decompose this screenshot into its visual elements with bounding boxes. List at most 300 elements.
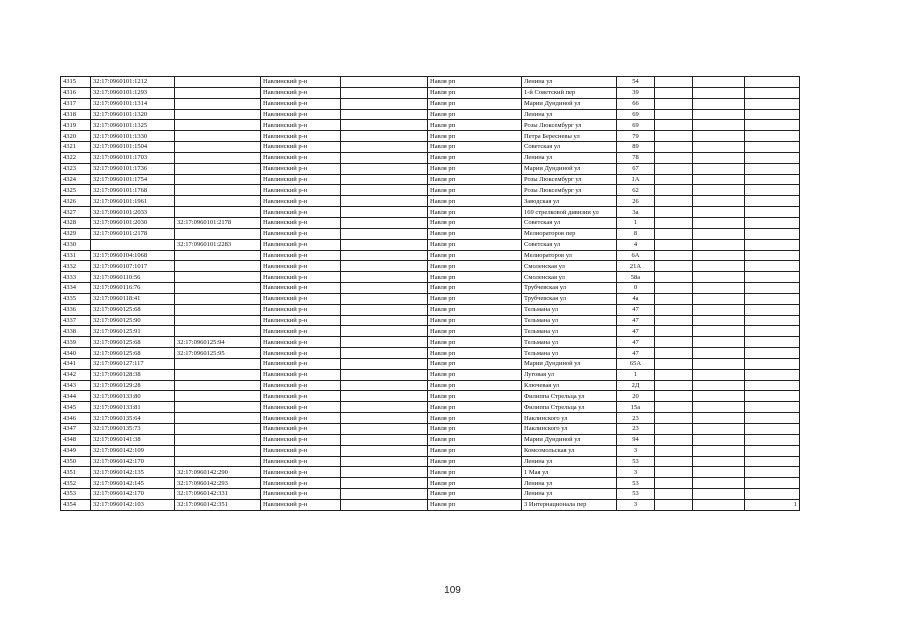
settlement-cell: Навля рп [428,272,522,283]
settlement-cell: Навля рп [428,228,522,239]
district-cell: Навлинский р-н [261,348,341,359]
district-cell: Навлинский р-н [261,413,341,424]
table-row [61,77,800,88]
table-row [61,315,800,326]
blank-cell [693,489,745,500]
row-number-cell: 4326 [61,196,91,207]
linked-cadastral-number-cell [175,402,261,413]
extra-value-cell [745,391,800,402]
linked-cadastral-number-cell [175,434,261,445]
blank-cell [341,499,428,510]
house-number-cell: 67 [617,163,655,174]
settlement-cell: Навля рп [428,326,522,337]
house-number-cell: 21А [617,261,655,272]
linked-cadastral-number-cell [175,304,261,315]
house-number-cell: 78 [617,152,655,163]
house-number-cell: 53 [617,456,655,467]
linked-cadastral-number-cell [175,196,261,207]
extra-value-cell [745,163,800,174]
house-number-cell: 69 [617,120,655,131]
blank-cell [655,467,693,478]
house-number-cell: 3 [617,499,655,510]
blank-cell [341,207,428,218]
table-row [61,380,800,391]
blank-cell [341,402,428,413]
settlement-cell: Навля рп [428,196,522,207]
row-number-cell: 4354 [61,499,91,510]
blank-cell [655,228,693,239]
street-cell: Ленина ул [522,478,617,489]
blank-cell [341,489,428,500]
settlement-cell: Навля рп [428,315,522,326]
linked-cadastral-number-cell [175,456,261,467]
blank-cell [341,456,428,467]
blank-cell [693,304,745,315]
blank-cell [341,261,428,272]
extra-value-cell [745,424,800,435]
settlement-cell: Навля рп [428,98,522,109]
row-number-cell: 4347 [61,424,91,435]
row-number-cell: 4331 [61,250,91,261]
row-number-cell: 4353 [61,489,91,500]
blank-cell [693,98,745,109]
house-number-cell: 23 [617,424,655,435]
cadastral-number-cell: 32:17:0960125:68 [91,304,175,315]
blank-cell [341,142,428,153]
blank-cell [341,120,428,131]
district-cell: Навлинский р-н [261,250,341,261]
extra-value-cell [745,380,800,391]
linked-cadastral-number-cell [175,261,261,272]
linked-cadastral-number-cell [175,163,261,174]
blank-cell [693,239,745,250]
house-number-cell: 3 [617,467,655,478]
street-cell: Наклинского ул [522,424,617,435]
extra-value-cell [745,87,800,98]
blank-cell [655,326,693,337]
row-number-cell: 4323 [61,163,91,174]
cadastral-number-cell: 32:17:0960127:117 [91,358,175,369]
blank-cell [693,380,745,391]
blank-cell [341,98,428,109]
table-row [61,413,800,424]
house-number-cell: 47 [617,315,655,326]
district-cell: Навлинский р-н [261,358,341,369]
district-cell: Навлинский р-н [261,272,341,283]
house-number-cell: 53 [617,489,655,500]
extra-value-cell [745,261,800,272]
extra-value-cell [745,120,800,131]
blank-cell [655,445,693,456]
table-row [61,283,800,294]
blank-cell [341,185,428,196]
district-cell: Навлинский р-н [261,467,341,478]
extra-value-cell [745,152,800,163]
street-cell: Смоленская ул [522,261,617,272]
cadastral-number-cell: 32:17:0960101:2033 [91,207,175,218]
blank-cell [655,87,693,98]
house-number-cell: 65А [617,358,655,369]
linked-cadastral-number-cell [175,250,261,261]
table-row [61,207,800,218]
cadastral-number-cell: 32:17:0960101:2030 [91,217,175,228]
cadastral-number-cell: 32:17:0960142:145 [91,478,175,489]
settlement-cell: Навля рп [428,499,522,510]
blank-cell [655,250,693,261]
table-row [61,142,800,153]
blank-cell [341,445,428,456]
street-cell: Советская ул [522,217,617,228]
table-row [61,152,800,163]
linked-cadastral-number-cell [175,185,261,196]
street-cell: Марии Дундиной ул [522,358,617,369]
extra-value-cell [745,272,800,283]
linked-cadastral-number-cell: 32:17:0960142:290 [175,467,261,478]
settlement-cell: Навля рп [428,207,522,218]
table-row [61,163,800,174]
extra-value-cell [745,293,800,304]
linked-cadastral-number-cell [175,391,261,402]
table-row [61,402,800,413]
extra-value-cell [745,369,800,380]
blank-cell [655,217,693,228]
house-number-cell: 20 [617,391,655,402]
settlement-cell: Навля рп [428,142,522,153]
street-cell: Ленина ул [522,489,617,500]
table-row [61,499,800,510]
blank-cell [693,467,745,478]
table-row [61,228,800,239]
table-row [61,348,800,359]
settlement-cell: Навля рп [428,283,522,294]
table-row [61,326,800,337]
district-cell: Навлинский р-н [261,445,341,456]
district-cell: Навлинский р-н [261,326,341,337]
street-cell: Филиппа Стрельца ул [522,391,617,402]
row-number-cell: 4319 [61,120,91,131]
row-number-cell: 4325 [61,185,91,196]
street-cell: Трубчевская ул [522,283,617,294]
row-number-cell: 4346 [61,413,91,424]
linked-cadastral-number-cell [175,109,261,120]
blank-cell [693,185,745,196]
settlement-cell: Навля рп [428,304,522,315]
district-cell: Навлинский р-н [261,152,341,163]
street-cell: Тельмана ул [522,337,617,348]
blank-cell [693,445,745,456]
cadastral-number-cell: 32:17:0960129:28 [91,380,175,391]
settlement-cell: Навля рп [428,87,522,98]
cadastral-number-cell: 32:17:0960101:1754 [91,174,175,185]
street-cell: Тельмана ул [522,326,617,337]
district-cell: Навлинский р-н [261,456,341,467]
linked-cadastral-number-cell [175,413,261,424]
extra-value-cell [745,131,800,142]
street-cell: Розы Люксембург ул [522,174,617,185]
extra-value-cell [745,109,800,120]
cadastral-number-cell: 32:17:0960101:1293 [91,87,175,98]
linked-cadastral-number-cell: 32:17:0960125:94 [175,337,261,348]
street-cell: Филиппа Стрельца ул [522,402,617,413]
cadastral-number-cell: 32:17:0960135:73 [91,424,175,435]
district-cell: Навлинский р-н [261,261,341,272]
cadastral-number-cell: 32:17:0960125:91 [91,326,175,337]
blank-cell [341,196,428,207]
street-cell: Тельмана ул [522,315,617,326]
district-cell: Навлинский р-н [261,228,341,239]
blank-cell [693,315,745,326]
row-number-cell: 4342 [61,369,91,380]
blank-cell [655,413,693,424]
street-cell: Ленина ул [522,77,617,88]
blank-cell [693,272,745,283]
settlement-cell: Навля рп [428,239,522,250]
blank-cell [693,478,745,489]
district-cell: Навлинский р-н [261,77,341,88]
extra-value-cell [745,196,800,207]
house-number-cell: 47 [617,348,655,359]
blank-cell [693,402,745,413]
house-number-cell: 1 [617,217,655,228]
row-number-cell: 4341 [61,358,91,369]
linked-cadastral-number-cell [175,358,261,369]
house-number-cell: 6А [617,250,655,261]
table-row [61,456,800,467]
district-cell: Навлинский р-н [261,499,341,510]
blank-cell [341,467,428,478]
house-number-cell: 23 [617,413,655,424]
linked-cadastral-number-cell [175,77,261,88]
linked-cadastral-number-cell [175,87,261,98]
house-number-cell: 79 [617,131,655,142]
street-cell: Петра Бересневы ул [522,131,617,142]
extra-value-cell [745,467,800,478]
house-number-cell: 58а [617,272,655,283]
blank-cell [341,348,428,359]
table-row [61,250,800,261]
table-row [61,358,800,369]
district-cell: Навлинский р-н [261,239,341,250]
blank-cell [693,499,745,510]
street-cell: Советская ул [522,239,617,250]
blank-cell [341,369,428,380]
blank-cell [655,261,693,272]
blank-cell [693,207,745,218]
blank-cell [693,142,745,153]
blank-cell [693,152,745,163]
blank-cell [693,348,745,359]
extra-value-cell [745,402,800,413]
blank-cell [655,283,693,294]
street-cell: Луговая ул [522,369,617,380]
blank-cell [655,196,693,207]
blank-cell [341,152,428,163]
settlement-cell: Навля рп [428,391,522,402]
row-number-cell: 4336 [61,304,91,315]
blank-cell [693,87,745,98]
linked-cadastral-number-cell [175,369,261,380]
street-cell: Заводская ул [522,196,617,207]
row-number-cell: 4329 [61,228,91,239]
settlement-cell: Навля рп [428,217,522,228]
linked-cadastral-number-cell: 32:17:0960142:351 [175,499,261,510]
extra-value-cell [745,348,800,359]
extra-value-cell [745,283,800,294]
table-row [61,478,800,489]
extra-value-cell [745,217,800,228]
linked-cadastral-number-cell [175,283,261,294]
district-cell: Навлинский р-н [261,109,341,120]
cadastral-number-cell: 32:17:0960101:1212 [91,77,175,88]
blank-cell [655,98,693,109]
house-number-cell: 4 [617,239,655,250]
extra-value-cell [745,304,800,315]
cadastral-number-cell: 32:17:0960118:41 [91,293,175,304]
blank-cell [655,499,693,510]
blank-cell [693,217,745,228]
blank-cell [341,391,428,402]
linked-cadastral-number-cell [175,326,261,337]
blank-cell [341,228,428,239]
district-cell: Навлинский р-н [261,98,341,109]
blank-cell [341,293,428,304]
linked-cadastral-number-cell [175,142,261,153]
district-cell: Навлинский р-н [261,217,341,228]
row-number-cell: 4350 [61,456,91,467]
blank-cell [341,239,428,250]
street-cell: Советская ул [522,142,617,153]
house-number-cell: 89 [617,142,655,153]
cadastral-number-cell: 32:17:0960101:1504 [91,142,175,153]
blank-cell [655,185,693,196]
blank-cell [341,283,428,294]
settlement-cell: Навля рп [428,348,522,359]
cadastral-number-cell: 32:17:0960101:1703 [91,152,175,163]
blank-cell [655,380,693,391]
blank-cell [693,358,745,369]
street-cell: Наклинского ул [522,413,617,424]
extra-value-cell [745,142,800,153]
blank-cell [341,87,428,98]
table-row [61,272,800,283]
row-number-cell: 4343 [61,380,91,391]
extra-value-cell [745,98,800,109]
linked-cadastral-number-cell [175,315,261,326]
cadastral-number-cell: 32:17:0960101:2178 [91,228,175,239]
row-number-cell: 4338 [61,326,91,337]
row-number-cell: 4322 [61,152,91,163]
cadastral-number-cell: 32:17:0960101:1330 [91,131,175,142]
house-number-cell: 62 [617,185,655,196]
street-cell: Ленина ул [522,152,617,163]
blank-cell [693,163,745,174]
row-number-cell: 4332 [61,261,91,272]
extra-value-cell [745,77,800,88]
table-row [61,391,800,402]
blank-cell [341,131,428,142]
row-number-cell: 4337 [61,315,91,326]
registry-table [60,76,800,511]
district-cell: Навлинский р-н [261,163,341,174]
blank-cell [341,77,428,88]
house-number-cell: 8 [617,228,655,239]
cadastral-number-cell: 32:17:0960107:1017 [91,261,175,272]
linked-cadastral-number-cell [175,120,261,131]
blank-cell [655,239,693,250]
settlement-cell: Навля рп [428,77,522,88]
house-number-cell: 66 [617,98,655,109]
row-number-cell: 4330 [61,239,91,250]
settlement-cell: Навля рп [428,337,522,348]
district-cell: Навлинский р-н [261,142,341,153]
settlement-cell: Навля рп [428,261,522,272]
settlement-cell: Навля рп [428,358,522,369]
linked-cadastral-number-cell [175,207,261,218]
blank-cell [341,326,428,337]
linked-cadastral-number-cell: 32:17:0960101:2178 [175,217,261,228]
table-row [61,467,800,478]
cadastral-number-cell: 32:17:0960125:90 [91,315,175,326]
table-row [61,445,800,456]
extra-value-cell [745,445,800,456]
extra-value-cell [745,207,800,218]
blank-cell [655,391,693,402]
row-number-cell: 4334 [61,283,91,294]
blank-cell [341,217,428,228]
street-cell: Розы Люксембург ул [522,120,617,131]
cadastral-number-cell: 32:17:0960125:68 [91,348,175,359]
house-number-cell: 1 [617,369,655,380]
linked-cadastral-number-cell [175,272,261,283]
extra-value-cell [745,413,800,424]
table-row [61,304,800,315]
district-cell: Навлинский р-н [261,391,341,402]
table-row [61,239,800,250]
district-cell: Навлинский р-н [261,315,341,326]
table-row [61,337,800,348]
district-cell: Навлинский р-н [261,304,341,315]
table-row [61,98,800,109]
row-number-cell: 4340 [61,348,91,359]
house-number-cell: 69 [617,109,655,120]
district-cell: Навлинский р-н [261,131,341,142]
street-cell: 1-й Советский пер [522,87,617,98]
settlement-cell: Навля рп [428,174,522,185]
cadastral-number-cell: 32:17:0960142:109 [91,445,175,456]
blank-cell [341,272,428,283]
cadastral-number-cell: 32:17:0960125:68 [91,337,175,348]
blank-cell [655,369,693,380]
extra-value-cell [745,489,800,500]
table-row [61,261,800,272]
settlement-cell: Навля рп [428,185,522,196]
blank-cell [655,304,693,315]
blank-cell [693,250,745,261]
blank-cell [655,315,693,326]
linked-cadastral-number-cell: 32:17:0960142:331 [175,489,261,500]
blank-cell [693,391,745,402]
district-cell: Навлинский р-н [261,424,341,435]
settlement-cell: Навля рп [428,413,522,424]
settlement-cell: Навля рп [428,109,522,120]
blank-cell [693,293,745,304]
street-cell: Марии Дундиной ул [522,163,617,174]
district-cell: Навлинский р-н [261,293,341,304]
settlement-cell: Навля рп [428,293,522,304]
district-cell: Навлинский р-н [261,185,341,196]
row-number-cell: 4333 [61,272,91,283]
settlement-cell: Навля рп [428,478,522,489]
